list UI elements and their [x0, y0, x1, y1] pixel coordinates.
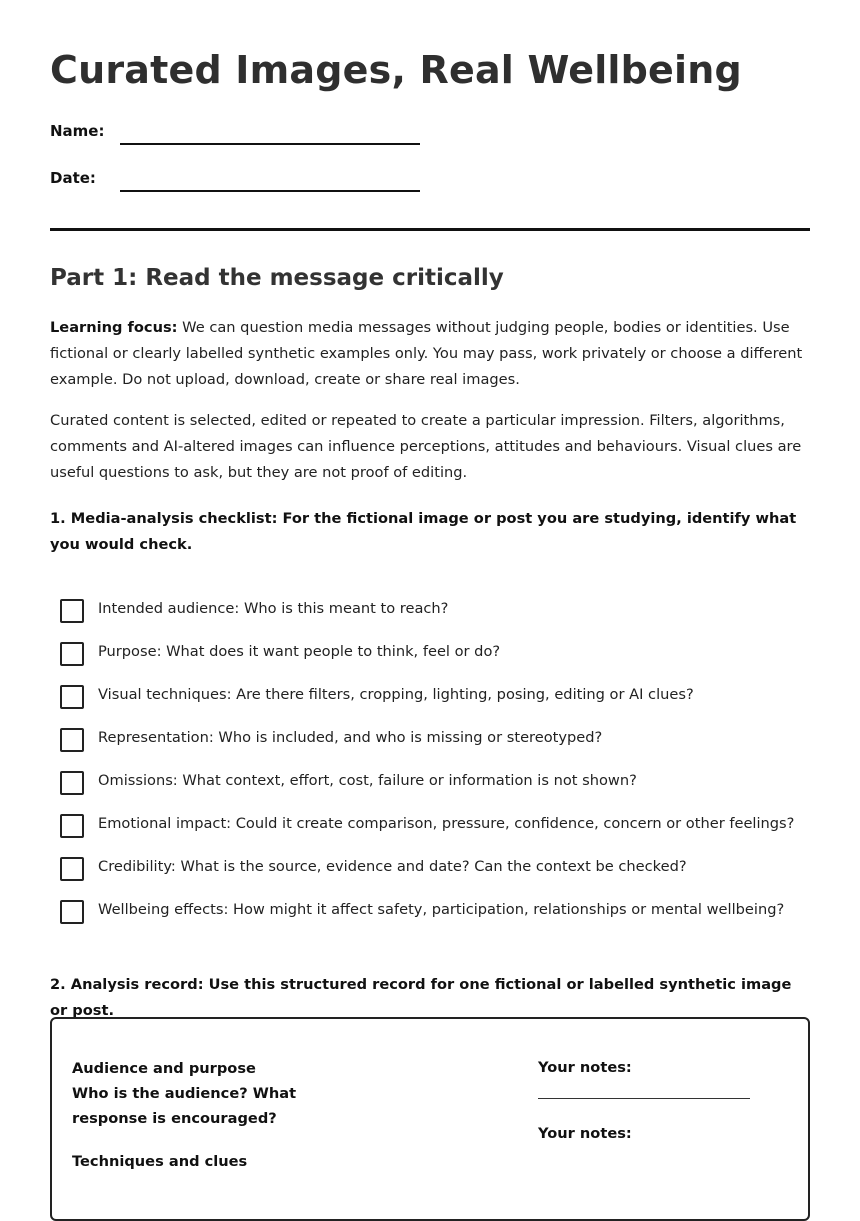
section-divider — [50, 228, 810, 231]
checklist-item[interactable] — [60, 642, 810, 666]
checklist-item-label: Credibility: What is the source, evidence and date? Can the context be checked? — [98, 858, 687, 875]
intro-paragraph: Curated content is selected, edited or repeated to create a particular impression. Filters, algorithms, comments and AI-altered images can influence perceptions, attitudes and behaviours. Visual clues are useful questions to ask, but they are not proof of editing. — [50, 412, 802, 481]
notes-field[interactable] — [538, 1098, 750, 1099]
worksheet-title: Curated Images, Real Wellbeing — [50, 48, 742, 92]
record-row-1 — [72, 1056, 312, 1131]
learning-focus-label: Learning focus: — [50, 319, 178, 336]
name-field[interactable] — [120, 143, 420, 145]
checklist-item[interactable] — [60, 857, 810, 881]
checklist-item-label: Emotional impact: Could it create comparison, pressure, confidence, concern or other feelings? — [98, 815, 795, 832]
checkbox[interactable] — [60, 857, 84, 881]
checklist-item-label: Purpose: What does it want people to think, feel or do? — [98, 643, 501, 660]
checkbox[interactable] — [60, 771, 84, 795]
row1-title: Audience and purpose — [72, 1060, 256, 1077]
checklist-item[interactable] — [60, 599, 810, 623]
checklist-item-label: Visual techniques: Are there filters, cropping, lighting, posing, editing or AI clues? — [98, 686, 694, 703]
checklist-item[interactable] — [60, 814, 810, 838]
checklist-item[interactable] — [60, 900, 810, 924]
checkbox[interactable] — [60, 900, 84, 924]
checklist-item-label: Wellbeing effects: How might it affect safety, participation, relationships or mental wellbeing? — [98, 901, 785, 918]
question-1: 1. Media-analysis checklist: For the fictional image or post you are studying, identify what you would check. — [50, 510, 797, 553]
name-label: Name: — [50, 122, 105, 140]
analysis-record — [50, 1017, 810, 1221]
row2-title: Techniques and clues — [72, 1153, 248, 1170]
notes-label: Your notes: — [538, 1059, 632, 1076]
notes-label: Your notes: — [538, 1125, 632, 1142]
checkbox[interactable] — [60, 642, 84, 666]
part1-heading: Part 1: Read the message critically — [50, 265, 504, 291]
row1-prompt: Who is the audience? What response is encouraged? — [72, 1085, 297, 1127]
checklist-item[interactable] — [60, 728, 810, 752]
checkbox[interactable] — [60, 728, 84, 752]
checklist-item[interactable] — [60, 771, 810, 795]
date-label: Date: — [50, 169, 96, 187]
learning-focus-text: We can question media messages without judging people, bodies or identities. Use fictional or clearly labelled synthetic examples only. You may pass, work privately or choose a different example. Do not upload, download, create or share real images. — [50, 319, 803, 388]
date-field[interactable] — [120, 190, 420, 192]
checklist-item-label: Omissions: What context, effort, cost, failure or information is not shown? — [98, 772, 637, 789]
checkbox[interactable] — [60, 814, 84, 838]
checkbox[interactable] — [60, 599, 84, 623]
checklist-item-label: Intended audience: Who is this meant to reach? — [98, 600, 449, 617]
checklist-item[interactable] — [60, 685, 810, 709]
checklist-item-label: Representation: Who is included, and who is missing or stereotyped? — [98, 729, 603, 746]
learning-focus — [50, 315, 810, 393]
question-2: 2. Analysis record: Use this structured record for one fictional or labelled synthetic image or post. — [50, 976, 792, 1019]
checkbox[interactable] — [60, 685, 84, 709]
record-row-2 — [72, 1149, 312, 1174]
